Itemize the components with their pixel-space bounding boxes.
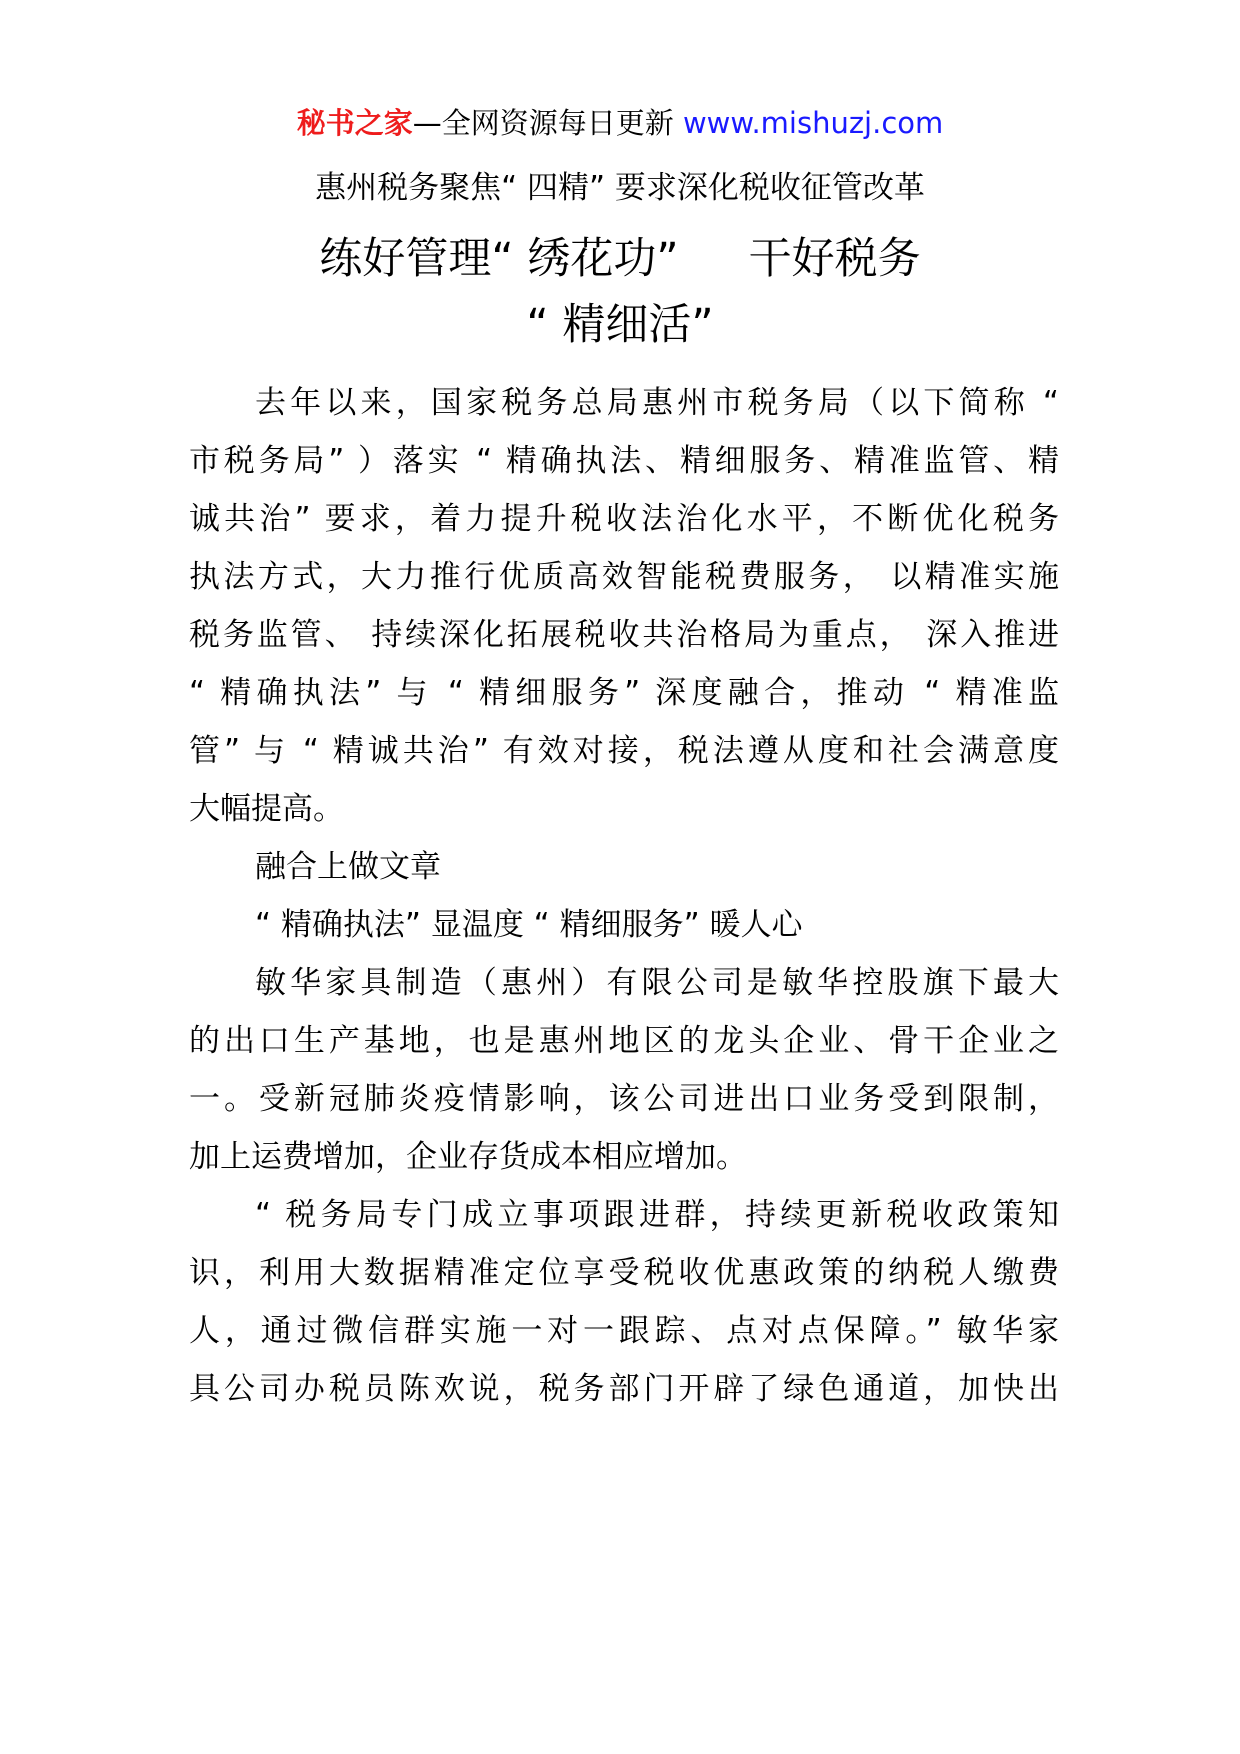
article-title-line-2: “ 精细活” (526, 300, 714, 350)
paragraph-line: 加上运费增加，企业存货成本相应增加。 (189, 1139, 747, 1175)
paragraph-line: 具公司办税员陈欢说，税务部门开辟了绿色通道，加快出 (189, 1371, 1059, 1407)
paragraph-line: 执法方式，大力推行优质高效智能税费服务， 以精准实施 (189, 559, 1059, 595)
paragraph-line: 诚共治” 要求，着力提升税收法治化水平，不断优化税务 (189, 501, 1059, 537)
paragraph-line: 一。受新冠肺炎疫情影响，该公司进出口业务受到限制， (189, 1081, 1059, 1117)
site-header (0, 103, 1240, 143)
paragraph-line: “ 税务局专门成立事项跟进群，持续更新税收政策知 (255, 1197, 1059, 1233)
paragraph-line: 去年以来，国家税务总局惠州市税务局（以下简称 “ (255, 385, 1059, 421)
paragraph-line: 敏华家具制造（惠州）有限公司是敏华控股旗下最大 (255, 965, 1059, 1001)
article-subtitle: 惠州税务聚焦“ 四精” 要求深化税收征管改革 (315, 170, 925, 206)
article-title-part-b: 干好税务 (748, 234, 921, 284)
paragraph-line: 识，利用大数据精准定位享受税收优惠政策的纳税人缴费 (189, 1255, 1059, 1291)
paragraph-line: 市税务局” ）落实 “ 精确执法、精细服务、精准监管、精 (189, 443, 1059, 479)
brand-name: 秘书之家 (296, 106, 413, 140)
paragraph-line: 税务监管、 持续深化拓展税收共治格局为重点， 深入推进 (189, 617, 1059, 653)
paragraph-line: 大幅提高。 (189, 791, 344, 827)
header-tagline: —全网资源每日更新 (412, 106, 674, 140)
section-subheading: “ 精确执法” 显温度 “ 精细服务” 暖人心 (255, 907, 803, 943)
paragraph-line: “ 精确执法” 与 “ 精细服务” 深度融合，推动 “ 精准监 (189, 675, 1059, 711)
article-title-part-a: 练好管理“ 绣花功” (319, 234, 679, 284)
paragraph-line: 管” 与 “ 精诚共治” 有效对接，税法遵从度和社会满意度 (189, 733, 1059, 769)
section-heading: 融合上做文章 (255, 849, 441, 885)
article-title-line-1 (0, 231, 1240, 287)
paragraph-line: 人，通过微信群实施一对一跟踪、点对点保障。” 敏华家 (189, 1313, 1059, 1349)
paragraph-line: 的出口生产基地，也是惠州地区的龙头企业、骨干企业之 (189, 1023, 1059, 1059)
site-url-link[interactable]: www.mishuzj.com (682, 106, 944, 140)
